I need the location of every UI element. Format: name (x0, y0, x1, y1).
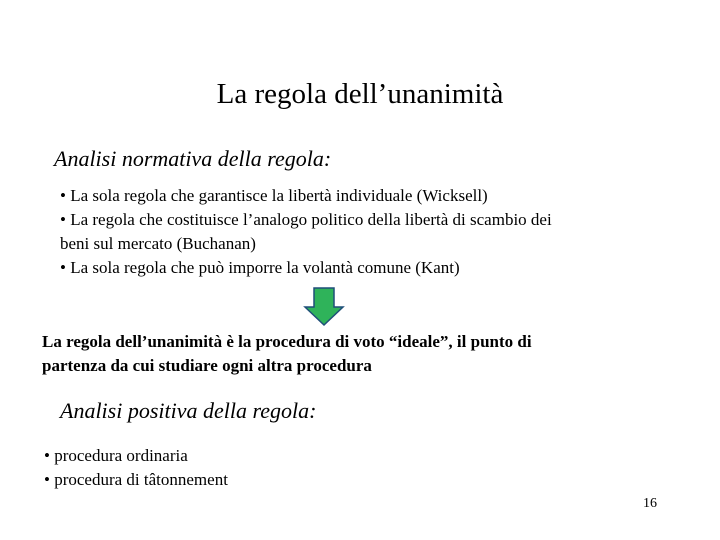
down-arrow-icon (303, 287, 345, 327)
conclusion-line: partenza da cui studiare ogni altra procedura (42, 356, 372, 375)
list-item: • La sola regola che può imporre la volantà comune (Kant) (60, 258, 460, 277)
list-item: • La sola regola che garantisce la libertà individuale (Wicksell) (60, 186, 488, 205)
slide-title: La regola dell’unanimità (216, 78, 504, 110)
normative-analysis-heading: Analisi normativa della regola: (54, 146, 332, 171)
list-item: beni sul mercato (Buchanan) (60, 234, 256, 253)
list-item: • La regola che costituisce l’analogo politico della libertà di scambio dei (60, 210, 552, 229)
list-item: • procedura di tâtonnement (44, 470, 228, 489)
normative-analysis-list (60, 184, 552, 280)
positive-analysis-list (44, 444, 228, 492)
conclusion-text (42, 330, 532, 378)
page-number: 16 (643, 496, 657, 511)
down-arrow-shape (305, 288, 343, 325)
list-item: • procedura ordinaria (44, 446, 188, 465)
conclusion-line: La regola dell’unanimità è la procedura di voto “ideale”, il punto di (42, 332, 532, 351)
positive-analysis-heading: Analisi positiva della regola: (60, 398, 317, 423)
